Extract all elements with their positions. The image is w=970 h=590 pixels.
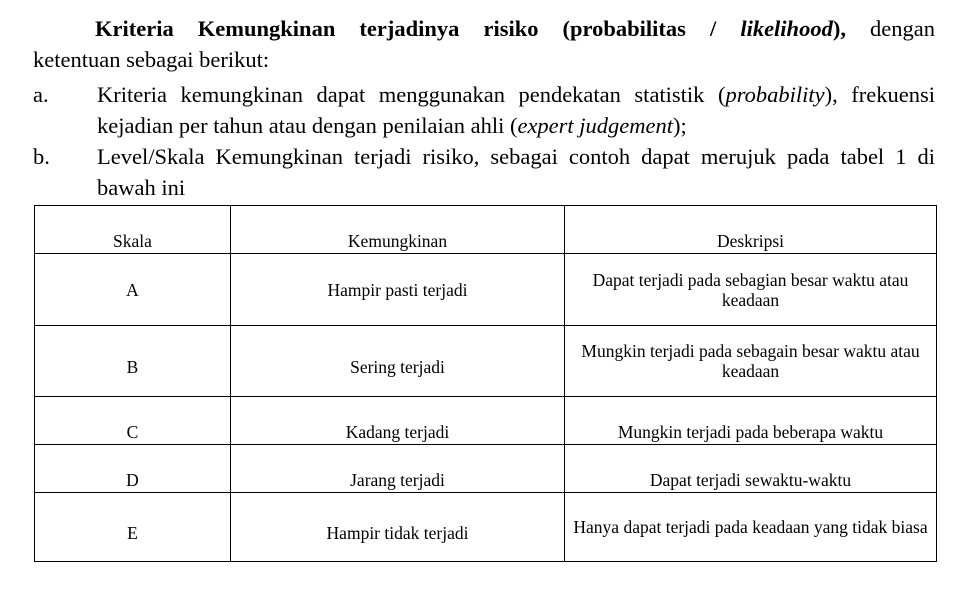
point-a-line-1	[97, 80, 935, 110]
point-a-marker: a.	[33, 82, 49, 107]
header-skala: Skala	[35, 206, 231, 254]
table-row	[35, 397, 937, 445]
point-b-line-2: bawah ini	[97, 175, 186, 200]
point-a-line-2	[97, 111, 687, 141]
cell-kemungkinan: Hampir tidak terjadi	[231, 493, 565, 562]
header-deskripsi: Deskripsi	[565, 206, 937, 254]
cell-deskripsi: Hanya dapat terjadi pada keadaan yang tidak biasa	[565, 493, 937, 562]
intro-heading-italic: likelihood	[740, 16, 833, 41]
intro-heading-bold: Kriteria Kemungkinan terjadinya risiko (probabilitas /	[95, 16, 717, 41]
cell-deskripsi: Mungkin terjadi pada beberapa waktu	[565, 397, 937, 445]
cell-deskripsi: Dapat terjadi pada sebagian besar waktu atau keadaan	[565, 254, 937, 326]
cell-kemungkinan: Kadang terjadi	[231, 397, 565, 445]
point-a-italic-2: expert judgement	[517, 113, 674, 138]
intro-heading-tail-bold: ),	[832, 16, 846, 41]
table-row	[35, 493, 937, 562]
cell-deskripsi: Dapat terjadi sewaktu-waktu	[565, 445, 937, 493]
cell-kemungkinan: Hampir pasti terjadi	[231, 254, 565, 326]
table-row	[35, 254, 937, 326]
intro-line-2: ketentuan sebagai berikut:	[33, 47, 270, 72]
point-a-text-4: );	[673, 113, 687, 138]
point-b-marker: b.	[33, 144, 50, 169]
point-a-text-3: kejadian per tahun atau dengan penilaian ahli (	[97, 113, 518, 138]
cell-skala: C	[35, 397, 231, 445]
point-a-text-2: ), frekuensi	[824, 82, 935, 107]
cell-skala: B	[35, 326, 231, 397]
cell-deskripsi: Mungkin terjadi pada sebagain besar waktu atau keadaan	[565, 326, 937, 397]
cell-skala: A	[35, 254, 231, 326]
intro-heading	[95, 14, 935, 44]
cell-skala: E	[35, 493, 231, 562]
table-row	[35, 445, 937, 493]
cell-kemungkinan: Sering terjadi	[231, 326, 565, 397]
point-a-italic-1: probability	[725, 82, 825, 107]
cell-kemungkinan: Jarang terjadi	[231, 445, 565, 493]
intro-heading-tail: dengan	[870, 16, 936, 41]
point-a-text-1: Kriteria kemungkinan dapat menggunakan pendekatan statistik (	[97, 82, 726, 107]
table-row	[35, 326, 937, 397]
point-b-line-1: Level/Skala Kemungkinan terjadi risiko, sebagai contoh dapat merujuk pada tabel 1 di	[97, 144, 935, 169]
table-header-row	[35, 206, 937, 254]
cell-skala: D	[35, 445, 231, 493]
header-kemungkinan: Kemungkinan	[231, 206, 565, 254]
likelihood-table	[34, 205, 937, 562]
